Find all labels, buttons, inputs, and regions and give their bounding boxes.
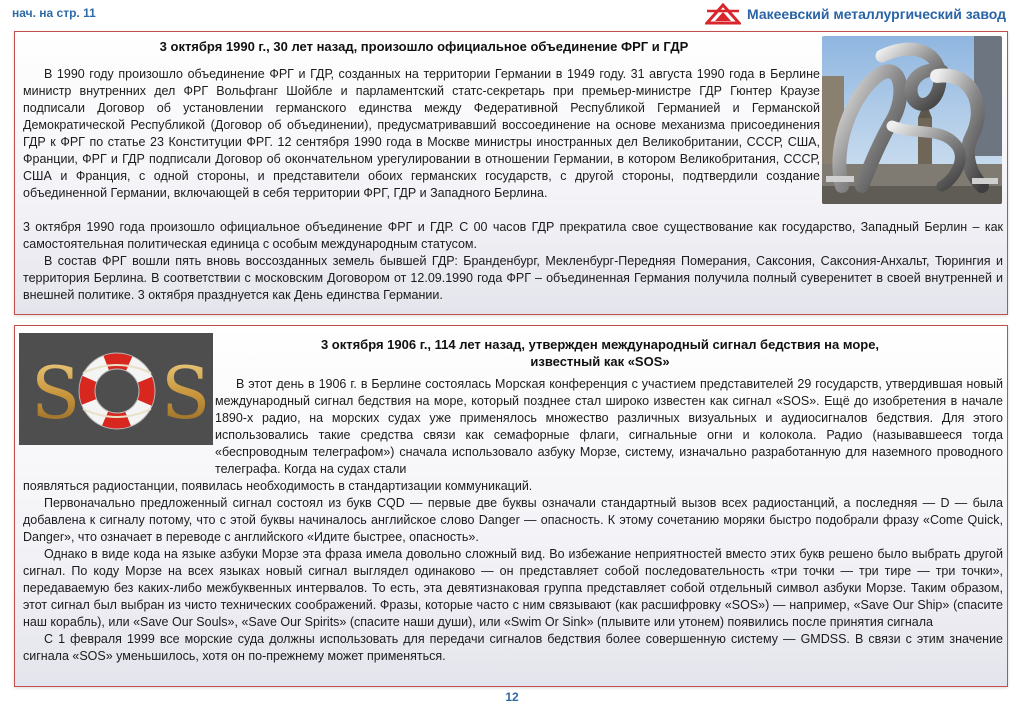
article-paragraph: В 1990 году произошло объединение ФРГ и ГДР, созданных на территории Германии в 1949 году. 31 августа 1990 года в Берлине министр внутренних дел ФРГ Вольфганг Шойбле и парламентский статс-секретарь при премьер-министре ГДР Гюнтер Краузе подписали Договор об установлении германского единства между Федеративной Республикой Германией и Германской Демократической Республикой (Договор об объединении), предусматривавший воссоединение на основе механизма присоединения ГДР к ФРГ по статье 23 Конституции ФРГ. 12 сентября 1990 года в Москве министры иностранных дел Великобритании, СССР, США, Франции, ФРГ и ГДР подписали Договор об окончательном урегулировании в отношении Германии, в котором Великобритания, СССР, США и Франция, с одной стороны, и представители обоих германских государств, с другой стороны, подтвердили создание объединенной Германии, включающей в себя территории ФРГ, ГДР и Западного Берлина. [23,67,820,200]
article-title-line: известный как «SOS» [530,354,670,369]
company-brand [705,3,1006,25]
article-paragraph: В этот день в 1906 г. в Берлине состоялась Морская конференция с участием представителей 29 государств, утвердившая новый международный сигнал бедствия на море, который позднее стал широко известен как сигнал «SOS». Ещё до изобретения в начале 1890-х радио, на морских судах уже применялось множество различных визуальных и аудиосигналов бедствия. Для этого использовались такие средства связи как семафорные флаги, сигнальные огни и колокола. Радио (называвшееся тогда «беспроводным телеграфом») сначала использовало азбуку Морзе, систему, изначально разработанную для наземного проводного телеграфа. Когда на судах стали [215,377,1003,476]
page-number: 12 [505,690,519,704]
article-body [23,66,820,202]
sos-letter-s: S [31,351,81,435]
article-title: 3 октября 1990 г., 30 лет назад, произошло официальное объединение ФРГ и ГДР [159,39,689,54]
article-paragraph: В состав ФРГ вошли пять вновь воссозданных земель бывшей ГДР: Бранденбург, Мекленбург-Передняя Померания, Саксония, Саксония-Анхальт, Тюрингия и территория Берлина. В соответствии с московским Договором от 12.09.1990 года ФРГ – объединенная Германия получила полный суверенитет в своей внутренней и внешней политике. 3 октября празднуется как День единства Германии. [23,254,1003,302]
article-paragraph: 3 октября 1990 года произошло официальное объединение ФРГ и ГДР. С 00 часов ГДР прекратила свое существование как государство, Западный Берлин – как самостоятельная политическая единица с особым международным статусом. [23,220,1003,251]
article-body [215,376,1003,478]
article-title-line: 3 октября 1906 г., 114 лет назад, утвержден международный сигнал бедствия на море, [320,337,880,352]
article-paragraph: появляться радиостанции, появилась необходимость в стандартизации коммуникаций. [23,479,533,493]
article-body-wide [23,219,1003,304]
back-page-link[interactable]: нач. на стр. 11 [12,6,96,20]
article-paragraph: Однако в виде кода на языке азбуки Морзе эта фраза имела довольно сложный вид. Во избежание неприятностей вместо этих букв решено было выбрать другой сигнал. По коду Морзе на всех языках новый сигнал выглядел одинаково — он представляет собой последовательность «три точки — три тире — три точки», передаваемую без каких-либо межбуквенных интервалов. То есть, эта девятизнаковая группа представляет собой отдельный символ азбуки Морзе. Таким образом, этот сигнал был выбран из чисто технических соображений. Фразы, которые часто с ним связывают (как расшифровку «SOS») — например, «Save Our Ship» (спасите наш корабль), или «Save Our Souls», «Save Our Spirits» (спасите наши души), или «Swim Or Sink» (плывите или утонем) появились после принятия сигнала [23,547,1003,629]
company-name: Макеевский металлургический завод [746,6,1006,22]
article-paragraph: С 1 февраля 1999 все морские суда должны использовать для передачи сигналов бедствия более совершенную систему — GMDSS. В связи с этим значение сигнала «SOS» уменьшилось, хотя он по-прежнему может применяться. [23,632,1003,663]
sos-letter-s: S [161,351,211,435]
article-sos-signal [14,325,1008,687]
article-germany-reunification [14,31,1008,315]
sos-lifebuoy-image [19,333,213,445]
company-logo-icon [705,3,741,25]
article-paragraph: Первоначально предложенный сигнал состоял из букв CQD — первые две буквы означали стандартный вызов всех радиостанций, а последняя — D — была добавлена к сигналу потому, что с этой буквы начиналось английское слово Danger — опасность. К этому сочетанию моряки быстро подобрали фразу «Come Quick, Danger», что означает в переводе с английского «Идите быстрее, опасность». [23,496,1003,544]
article-body-wide [23,478,1003,665]
berlin-sculpture-photo [822,36,1002,204]
berlin-sculpture-image [822,36,1002,204]
article-title [255,336,945,370]
